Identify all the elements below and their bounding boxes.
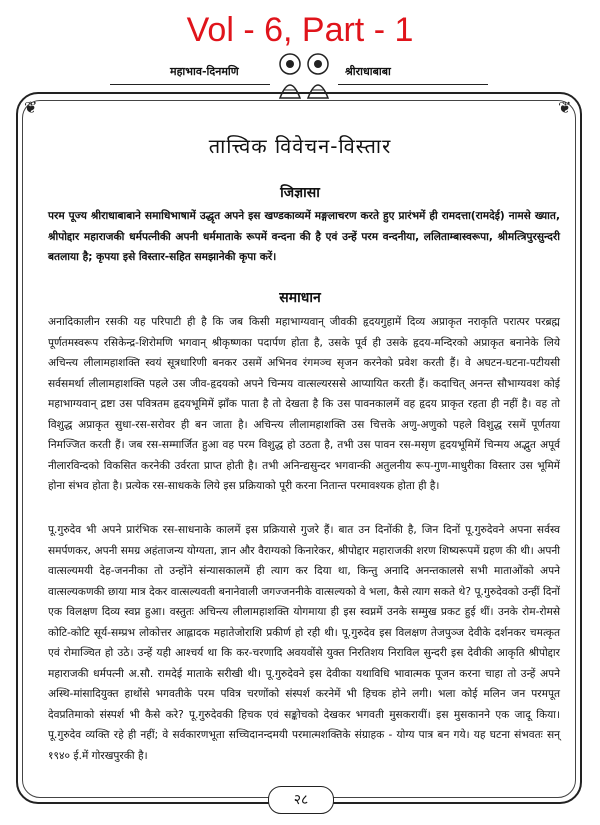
chapter-title: तात्त्विक विवेचन-विस्तार [208, 134, 392, 158]
header-right-title: श्रीराधाबाबा [345, 65, 391, 78]
question-paragraph: परम पूज्य श्रीराधाबाबाने समाधिभाषामें उद्धृत अपने इस खण्डकाव्यमें मङ्गलाचरण करते हुए प्रारंभमें ही रामदत्ता(रामदेई) नामसे ख्यात, श्रीपोद्दार महाराजकी धर्मपत्नीकी अपनी धर्ममाताके रूपमें वन्दना की है एवं उन्हें परम वन्दनीया, ललिताम्बास्वरूपा, श्रीमत्त्रिपुरसुन्दरी बतलाया है; कृपया इसे विस्तार-सहित समझानेकी कृपा करें। [48, 210, 560, 263]
answer-paragraph-1: अनादिकालीन रसकी यह परिपाटी ही है कि जब किसी महाभाग्यवान् जीवकी हृदयगुहामें दिव्य अप्राकृत नराकृति परात्पर परब्रह्म पूर्णतमस्वरूप रसिकेन्द्र-शिरोमणि भगवान् श्रीकृष्णका पदार्पण होता है, उसके पूर्व ही उसके हृदय-मन्दिरको अप्राकृत बनानेके लिये अचिन्त्य लीलामहाशक्ति स्वयं सूत्रधारिणी बनकर उसमें अभिनव रंगमञ्च सृजन करनेको प्रवेश करती हैं। वे अघटन-घटना-पटीयसी सर्वसमर्था लीलामहाशक्ति पहले उस जीव-हृदयको अपने चिन्मय वात्सल्यरससे आप्यायित करती हैं। कदाचित् अनन्त सौभाग्यवश कोई महाभाग्यवान् द्रष्टा उस पवित्रतम हृदयभूमिमें झाँक पाता है तो देखता है कि उस पावनकालमें वह हृदय प्राकृत रहता ही नहीं है। वह तो विशुद्ध अप्राकृत सुधा-रस-सरोवर ही बन जाता है। अचिन्त्य लीलामहाशक्ति उस चित्तके अणु-अणुको पहले विशुद्ध रसमें पूर्णतया निमज्जित करती हैं। जब रस-सम्मार्जित हुआ वह परम विशुद्ध हो उठता है, तभी उस पावन रस-मसृण हृदयभूमिमें चिन्मय अद्भुत अपूर्व नीलारविन्दको विकसित करनेकी उर्वरता प्राप्त होती है। तभी अनिन्द्यसुन्दर भगवान्की अतुलनीय रूप-गुण-माधुरीका विस्तार उस भूमिमें होना संभव होता है। प्रत्येक रस-साधकके लिये इस प्रक्रियाको पूरी करना नितान्त परमावश्यक होता ही है। [48, 316, 560, 492]
section-heading-samadhan: समाधान [279, 290, 321, 306]
page-number: २८ [268, 786, 334, 814]
corner-ornament-top-right: ❦ [558, 98, 572, 117]
header-left-title: महाभाव-दिनमणि [170, 65, 239, 78]
volume-title: Vol - 6, Part - 1 [186, 11, 414, 49]
divine-couple-emblem [266, 50, 342, 100]
header-rule-right [338, 84, 488, 85]
header-rule-left [110, 84, 270, 85]
answer-paragraph-2: पू.गुरुदेव भी अपने प्रारंभिक रस-साधनाके कालमें इस प्रक्रियासे गुजरे हैं। बात उन दिनोंकी है, जिन दिनों पू.गुरुदेवने अपना सर्वस्व समर्पणकर, अपनी समग्र अहंताजन्य योग्यता, ज्ञान और वैराग्यको किनारेकर, श्रीपोद्दार महाराजकी शरण शिष्यरूपमें ग्रहण की थी। अपनी वात्सल्यमयी देह-जननीका तो उन्होंने संन्यासकालमें ही त्याग कर दिया था, किन्तु अनादि अनन्तकालसे सभी माताओंको अपने वात्सल्यकणकी छाया मात्र देकर वात्सल्यवती बनानेवाली जगज्जननीके वात्सल्यको वे भला, कैसे त्याग सकते थे? पू.गुरुदेवको उन्हीं दिनों एक विलक्षण दिव्य स्वप्न हुआ। वस्तुतः अचिन्त्य लीलामहाशक्ति योगमाया ही इस स्वप्नमें उनके सम्मुख प्रकट हुई थीं। उनके रोम-रोमसे कोटि-कोटि सूर्य-सम्प्रभ लोकोत्तर आह्लादक महातेजोराशि प्रकीर्ण हो रही थी। पू.गुरुदेव इस विलक्षण तेजपुञ्ज देवीके दर्शनकर चमत्कृत एवं रोमाञ्चित हो उठे। उन्हें यही आश्चर्य था कि कर-चरणादि अवयवोंसे युक्त निरतिशय निराविल सुन्दरी इस देवीकी आकृति श्रीपोद्दार महाराजकी धर्मपत्नी अ.सौ. रामदेई माताके सरीखी थी। पू.गुरुदेवने इस देवीका यथाविधि भावात्मक पूजन करना चाहा तो उन्हें अपने अस्थि-मांसादियुक्त हाथोंसे भगवतीके परम पवित्र चरणोंको संस्पर्श करनेमें भी हिचक होने लगी। भला कोई मलिन जन परमपूत देवप्रतिमाको संस्पर्श भी कैसे करे? पू.गुरुदेवकी हिचक एवं सङ्कोचको देखकर भगवती मुसकरायीं। इस मुसकानने एक जादू किया। पू.गुरुदेव व्यक्ति रहे ही नहीं; वे सर्वकारणभूता सच्चिदानन्दमयी परमात्मशक्तिके संग्राहक - योग्य पात्र बन गये। यह घटना संभवतः सन् १९४० ई.में गोरखपुरकी है। [48, 524, 560, 762]
section-heading-jijnasa: जिज्ञासा [280, 185, 320, 201]
corner-ornament-top-left: ❦ [24, 98, 38, 117]
